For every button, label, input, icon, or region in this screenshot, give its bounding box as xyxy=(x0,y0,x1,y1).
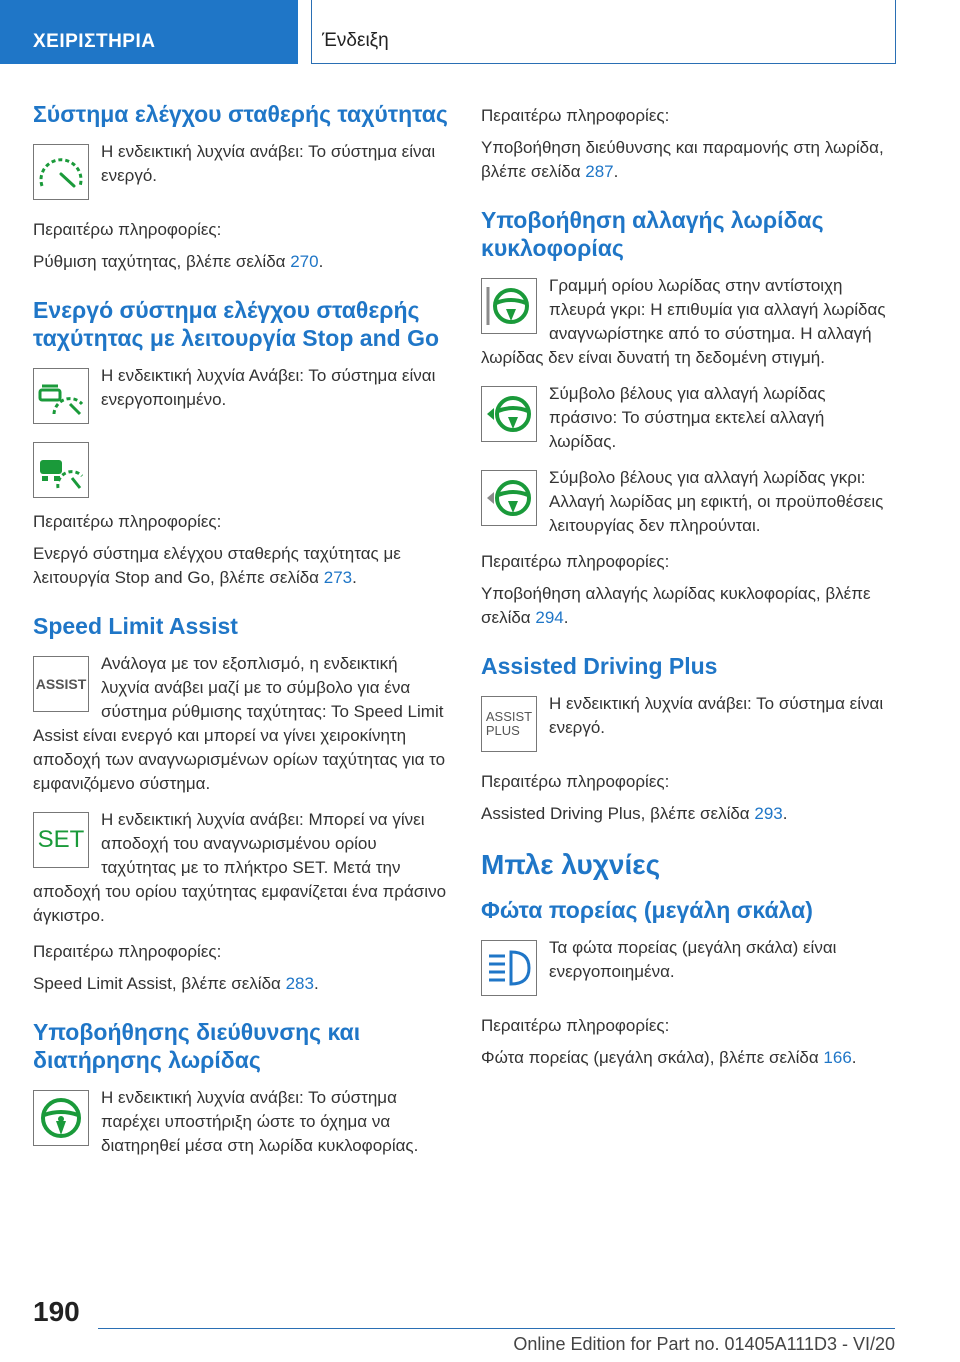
stop-go-vehicle-icon xyxy=(33,442,89,498)
sla-icon-para-1 xyxy=(33,652,448,796)
lane-change-para-1 xyxy=(481,274,896,370)
cruise-ref xyxy=(33,250,448,274)
lane-keep-page-link[interactable]: 287 xyxy=(585,162,614,181)
section-assisted-driving-plus xyxy=(481,652,896,826)
adp-desc: Η ενδεικτική λυχνία ανάβει: Το σύστημα είναι ενεργό. xyxy=(549,694,884,737)
cruise-more: Περαιτέρω πληροφορίες: xyxy=(33,220,222,239)
sla-icon-para-2 xyxy=(33,808,448,928)
lane-change-para-3 xyxy=(481,466,896,538)
highbeam-more: Περαιτέρω πληροφορίες: xyxy=(481,1016,670,1035)
highbeam-page-link[interactable]: 166 xyxy=(823,1048,852,1067)
lane-change-gray-arrow-icon xyxy=(481,470,537,526)
adp-title: Assisted Driving Plus xyxy=(481,653,718,679)
lane-keep-ref xyxy=(481,136,896,184)
highbeam-ref xyxy=(481,1046,896,1070)
lane-change-gray-line-icon xyxy=(481,278,537,334)
assist-icon-text: ASSIST xyxy=(35,676,87,692)
footer-divider xyxy=(98,1328,895,1329)
edition-text: Online Edition for Part no. 01405A111D3 - VI/20 xyxy=(513,1334,895,1354)
lane-change-ref xyxy=(481,582,896,630)
stopgo-more: Περαιτέρω πληροφορίες: xyxy=(33,512,222,531)
sla-desc-2: Η ενδεικτική λυχνία ανάβει: Μπορεί να γίνει αποδοχή του αναγνωρισμένου ορίου ταχύτητας με το πλήκτρο SET. Μετά την αποδοχή του ορίου ταχύτητας εμφανίζεται ένα πράσινο άγκιστρο. xyxy=(33,810,447,925)
blue-lights-heading: Μπλε λυχνίες xyxy=(481,849,661,880)
section-stop-and-go xyxy=(33,296,448,590)
set-icon-text: SET xyxy=(37,826,85,853)
highbeam-ref-text: Φώτα πορείας (μεγάλη σκάλα), βλέπε σελίδα xyxy=(481,1048,824,1067)
highbeam-ref-end: . xyxy=(851,1048,857,1067)
stopgo-desc: Η ενδεικτική λυχνία Ανάβει: Το σύστημα είναι ενεργοποιημένο. xyxy=(101,366,436,409)
sla-ref xyxy=(33,972,448,996)
adp-ref-text: Assisted Driving Plus, βλέπε σελίδα xyxy=(481,804,755,823)
assist-plus-line1: ASSIST xyxy=(485,709,533,724)
stopgo-icon-para xyxy=(33,364,448,430)
assist-icon xyxy=(33,656,89,712)
cruise-title: Σύστημα ελέγχου σταθερής ταχύτητας xyxy=(33,101,448,127)
set-icon xyxy=(33,812,89,868)
lane-change-title: Υποβοήθηση αλλαγής λωρίδας κυκλοφορίας xyxy=(481,207,824,261)
adp-page-link[interactable]: 293 xyxy=(754,804,783,823)
lane-change-more: Περαιτέρω πληροφορίες: xyxy=(481,552,670,571)
lane-change-green-arrow-icon xyxy=(481,386,537,442)
sla-ref-end: . xyxy=(313,974,319,993)
cruise-ref-end: . xyxy=(318,252,324,271)
stop-go-icon xyxy=(33,368,89,424)
adp-ref-end: . xyxy=(782,804,788,823)
sla-title: Speed Limit Assist xyxy=(33,613,238,639)
cruise-desc: Η ενδεικτική λυχνία ανάβει: Το σύστημα είναι ενεργό. xyxy=(101,142,436,185)
page-number: 190 xyxy=(33,1296,80,1327)
section-lane-change xyxy=(481,206,896,630)
left-column xyxy=(33,100,448,1180)
section-lane-keeping xyxy=(33,1018,448,1158)
highbeam-desc: Τα φώτα πορείας (μεγάλη σκάλα) είναι ενεργοποιημένα. xyxy=(549,938,837,981)
section-tab[interactable]: ΧΕΙΡΙΣΤΗΡΙΑ xyxy=(0,0,298,64)
right-column xyxy=(481,104,896,1092)
stopgo-ref-end: . xyxy=(352,568,357,587)
lane-keep-ref-text: Υποβοήθηση διεύθυνσης και παραμονής στη λωρίδα, βλέπε σελίδα xyxy=(481,138,884,181)
lane-keep-desc: Η ενδεικτική λυχνία ανάβει: Το σύστημα παρέχει υποστήριξη ώστε το όχημα να διατηρηθεί μέσα στη λωρίδα κυκλοφορίας. xyxy=(101,1088,419,1155)
sla-desc-1: Ανάλογα με τον εξοπλισμό, η ενδεικτική λυχνία ανάβει μαζί με το σύμβολο για ένα σύστημα ρύθμισης ταχύτητας: Το Speed Limit Assist είναι ενεργό και μπορεί να γίνει χειροκίνητη αποδοχή των αναγνωρισμένων ορίων ταχύτητας για το εμφανιζόμενο σύστημα. xyxy=(33,654,446,793)
highbeam-title: Φώτα πορείας (μεγάλη σκάλα) xyxy=(481,897,813,923)
lane-keep-ref-end: . xyxy=(613,162,619,181)
section-speed-limit-assist xyxy=(33,612,448,996)
lane-change-desc-1: Γραμμή ορίου λωρίδας στην αντίστοιχη πλευρά γκρι: Η επιθυμία για αλλαγή λωρίδας αναγνωρίστηκε από το σύστημα. Η αλλαγή λωρίδας δεν είναι δυνατή τη δεδομένη στιγμή. xyxy=(481,276,886,367)
lane-change-desc-3: Σύμβολο βέλους για αλλαγή λωρίδας γκρι: Αλλαγή λωρίδας μη εφικτή, οι προϋποθέσεις λειτουργίας δεν πληρούνται. xyxy=(549,468,884,535)
stopgo-title: Ενεργό σύστημα ελέγχου σταθερής ταχύτητας με λειτουργία Stop and Go xyxy=(33,297,440,351)
high-beam-icon xyxy=(481,940,537,996)
stopgo-page-link[interactable]: 273 xyxy=(323,568,353,587)
chapter-tab[interactable]: Ένδειξη xyxy=(311,0,896,64)
cruise-control-icon xyxy=(33,144,89,200)
assist-plus-icon-text xyxy=(486,710,532,738)
lane-keep-icon-para xyxy=(33,1086,448,1158)
assist-plus-line2: PLUS xyxy=(485,723,520,738)
assist-plus-icon xyxy=(481,696,537,752)
lane-change-desc-2: Σύμβολο βέλους για αλλαγή λωρίδας πράσινο: Το σύστημα εκτελεί αλλαγή λωρίδας. xyxy=(549,384,826,451)
sla-page-link[interactable]: 283 xyxy=(285,974,314,993)
lane-change-ref-end: . xyxy=(563,608,569,627)
adp-more: Περαιτέρω πληροφορίες: xyxy=(481,772,670,791)
lane-keep-more-block xyxy=(481,104,896,184)
sla-more: Περαιτέρω πληροφορίες: xyxy=(33,942,222,961)
cruise-page-link[interactable]: 270 xyxy=(290,252,319,271)
lane-keep-more: Περαιτέρω πληροφορίες: xyxy=(481,106,670,125)
lane-change-para-2 xyxy=(481,382,896,454)
cruise-icon-para xyxy=(33,140,448,206)
sla-ref-text: Speed Limit Assist, βλέπε σελίδα xyxy=(33,974,286,993)
highbeam-icon-para xyxy=(481,936,896,1002)
steering-wheel-green-icon xyxy=(33,1090,89,1146)
lane-change-ref-text: Υποβοήθηση αλλαγής λωρίδας κυκλοφορίας, βλέπε σελίδα xyxy=(481,584,871,627)
section-cruise-control xyxy=(33,100,448,274)
adp-ref xyxy=(481,802,896,826)
lane-keep-title: Υποβοήθησης διεύθυνσης και διατήρησης λωρίδας xyxy=(33,1019,361,1073)
section-high-beam xyxy=(481,896,896,1070)
header-bar xyxy=(0,0,960,66)
cruise-ref-text: Ρύθμιση ταχύτητας, βλέπε σελίδα xyxy=(33,252,291,271)
adp-icon-para xyxy=(481,692,896,758)
stopgo-ref-text: Ενεργό σύστημα ελέγχου σταθερής ταχύτητας με λειτουργία Stop and Go, βλέπε σελίδα xyxy=(33,544,401,587)
lane-change-page-link[interactable]: 294 xyxy=(535,608,564,627)
stopgo-ref xyxy=(33,542,448,590)
